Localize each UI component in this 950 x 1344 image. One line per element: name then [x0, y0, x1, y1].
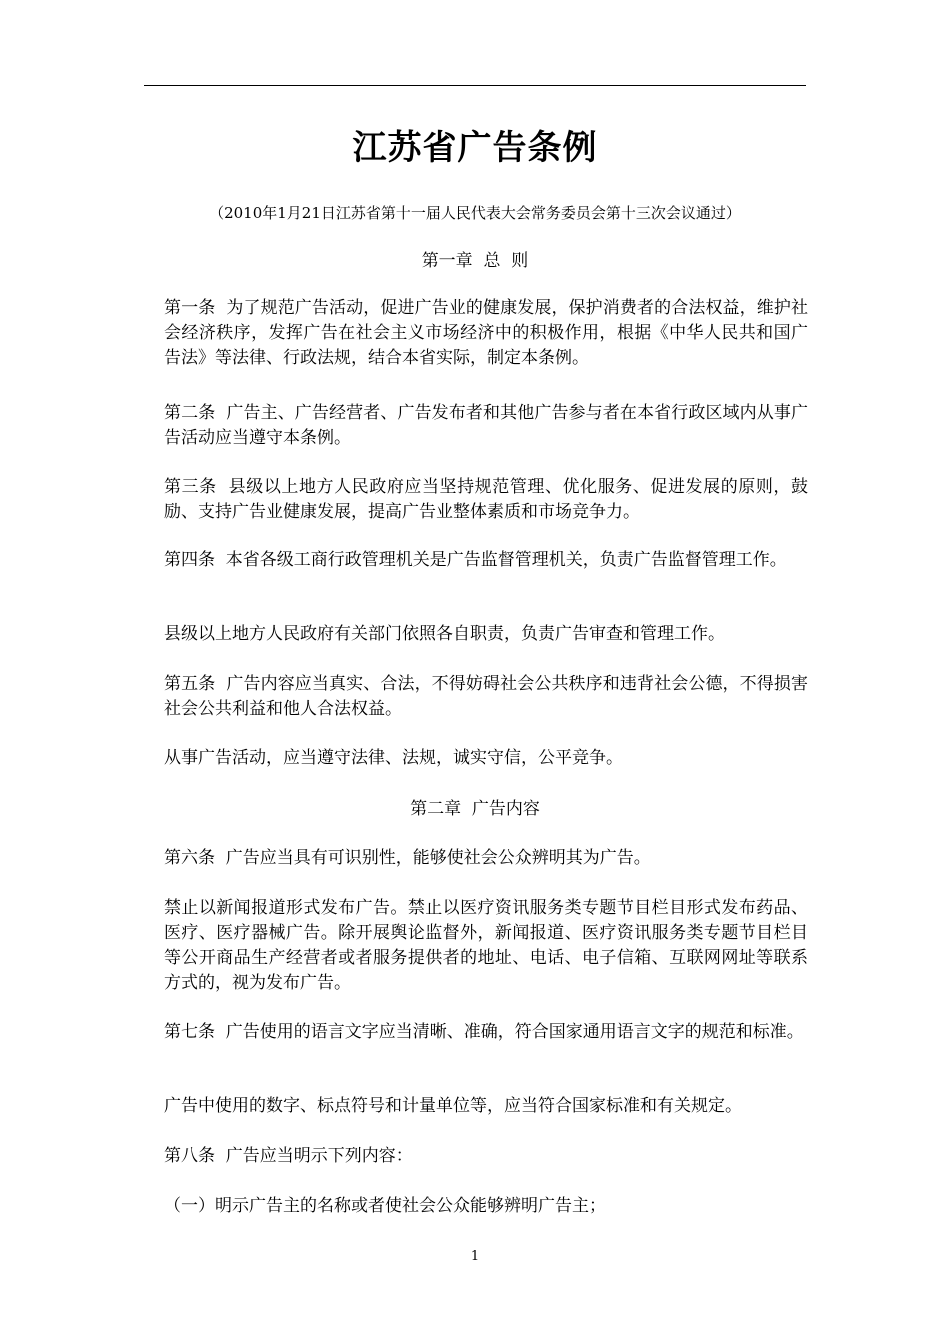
article-4-paragraph-2: 县级以上地方人民政府有关部门依照各自职责，负责广告审查和管理工作。: [164, 624, 725, 644]
chapter-2-heading: 第二章 广告内容: [410, 799, 540, 819]
document-subtitle: （2010年1月21日江苏省第十一届人民代表大会常务委员会第十三次会议通过）: [209, 204, 741, 222]
article-3: 第三条 县级以上地方人民政府应当坚持规范管理、优化服务、促进发展的原则，鼓励、支持广告业健康发展，提高广告业整体素质和市场竞争力。: [164, 477, 808, 522]
article-4: 第四条 本省各级工商行政管理机关是广告监督管理机关，负责广告监督管理工作。: [164, 550, 787, 570]
header-rule: [144, 85, 806, 86]
article-6-paragraph-2: 禁止以新闻报道形式发布广告。禁止以医疗资讯服务类专题节目栏目形式发布药品、医疗、医疗器械广告。除开展舆论监督外，新闻报道、医疗资讯服务类专题节目栏目等公开商品生产经营者或者服务提供者的地址、电话、电子信箱、互联网网址等联系方式的，视为发布广告。: [164, 898, 808, 993]
article-2: 第二条 广告主、广告经营者、广告发布者和其他广告参与者在本省行政区域内从事广告活动应当遵守本条例。: [164, 403, 808, 448]
article-8: 第八条 广告应当明示下列内容：: [164, 1146, 413, 1166]
article-7: 第七条 广告使用的语言文字应当清晰、准确，符合国家通用语言文字的规范和标准。: [164, 1022, 804, 1042]
article-7-paragraph-2: 广告中使用的数字、标点符号和计量单位等，应当符合国家标准和有关规定。: [164, 1096, 742, 1116]
article-5: 第五条 广告内容应当真实、合法，不得妨碍社会公共秩序和违背社会公德，不得损害社会公共利益和他人合法权益。: [164, 674, 808, 719]
article-6: 第六条 广告应当具有可识别性，能够使社会公众辨明其为广告。: [164, 848, 651, 868]
article-5-paragraph-2: 从事广告活动，应当遵守法律、法规，诚实守信，公平竞争。: [164, 748, 623, 768]
article-8-item-1: （一）明示广告主的名称或者使社会公众能够辨明广告主；: [164, 1196, 606, 1216]
page-number: 1: [470, 1249, 480, 1264]
document-title: 江苏省广告条例: [352, 128, 598, 168]
chapter-1-heading: 第一章 总 则: [421, 251, 529, 271]
article-1: 第一条 为了规范广告活动，促进广告业的健康发展，保护消费者的合法权益，维护社会经济秩序，发挥广告在社会主义市场经济中的积极作用，根据《中华人民共和国广告法》等法律、行政法规，结合本省实际，制定本条例。: [164, 298, 808, 368]
